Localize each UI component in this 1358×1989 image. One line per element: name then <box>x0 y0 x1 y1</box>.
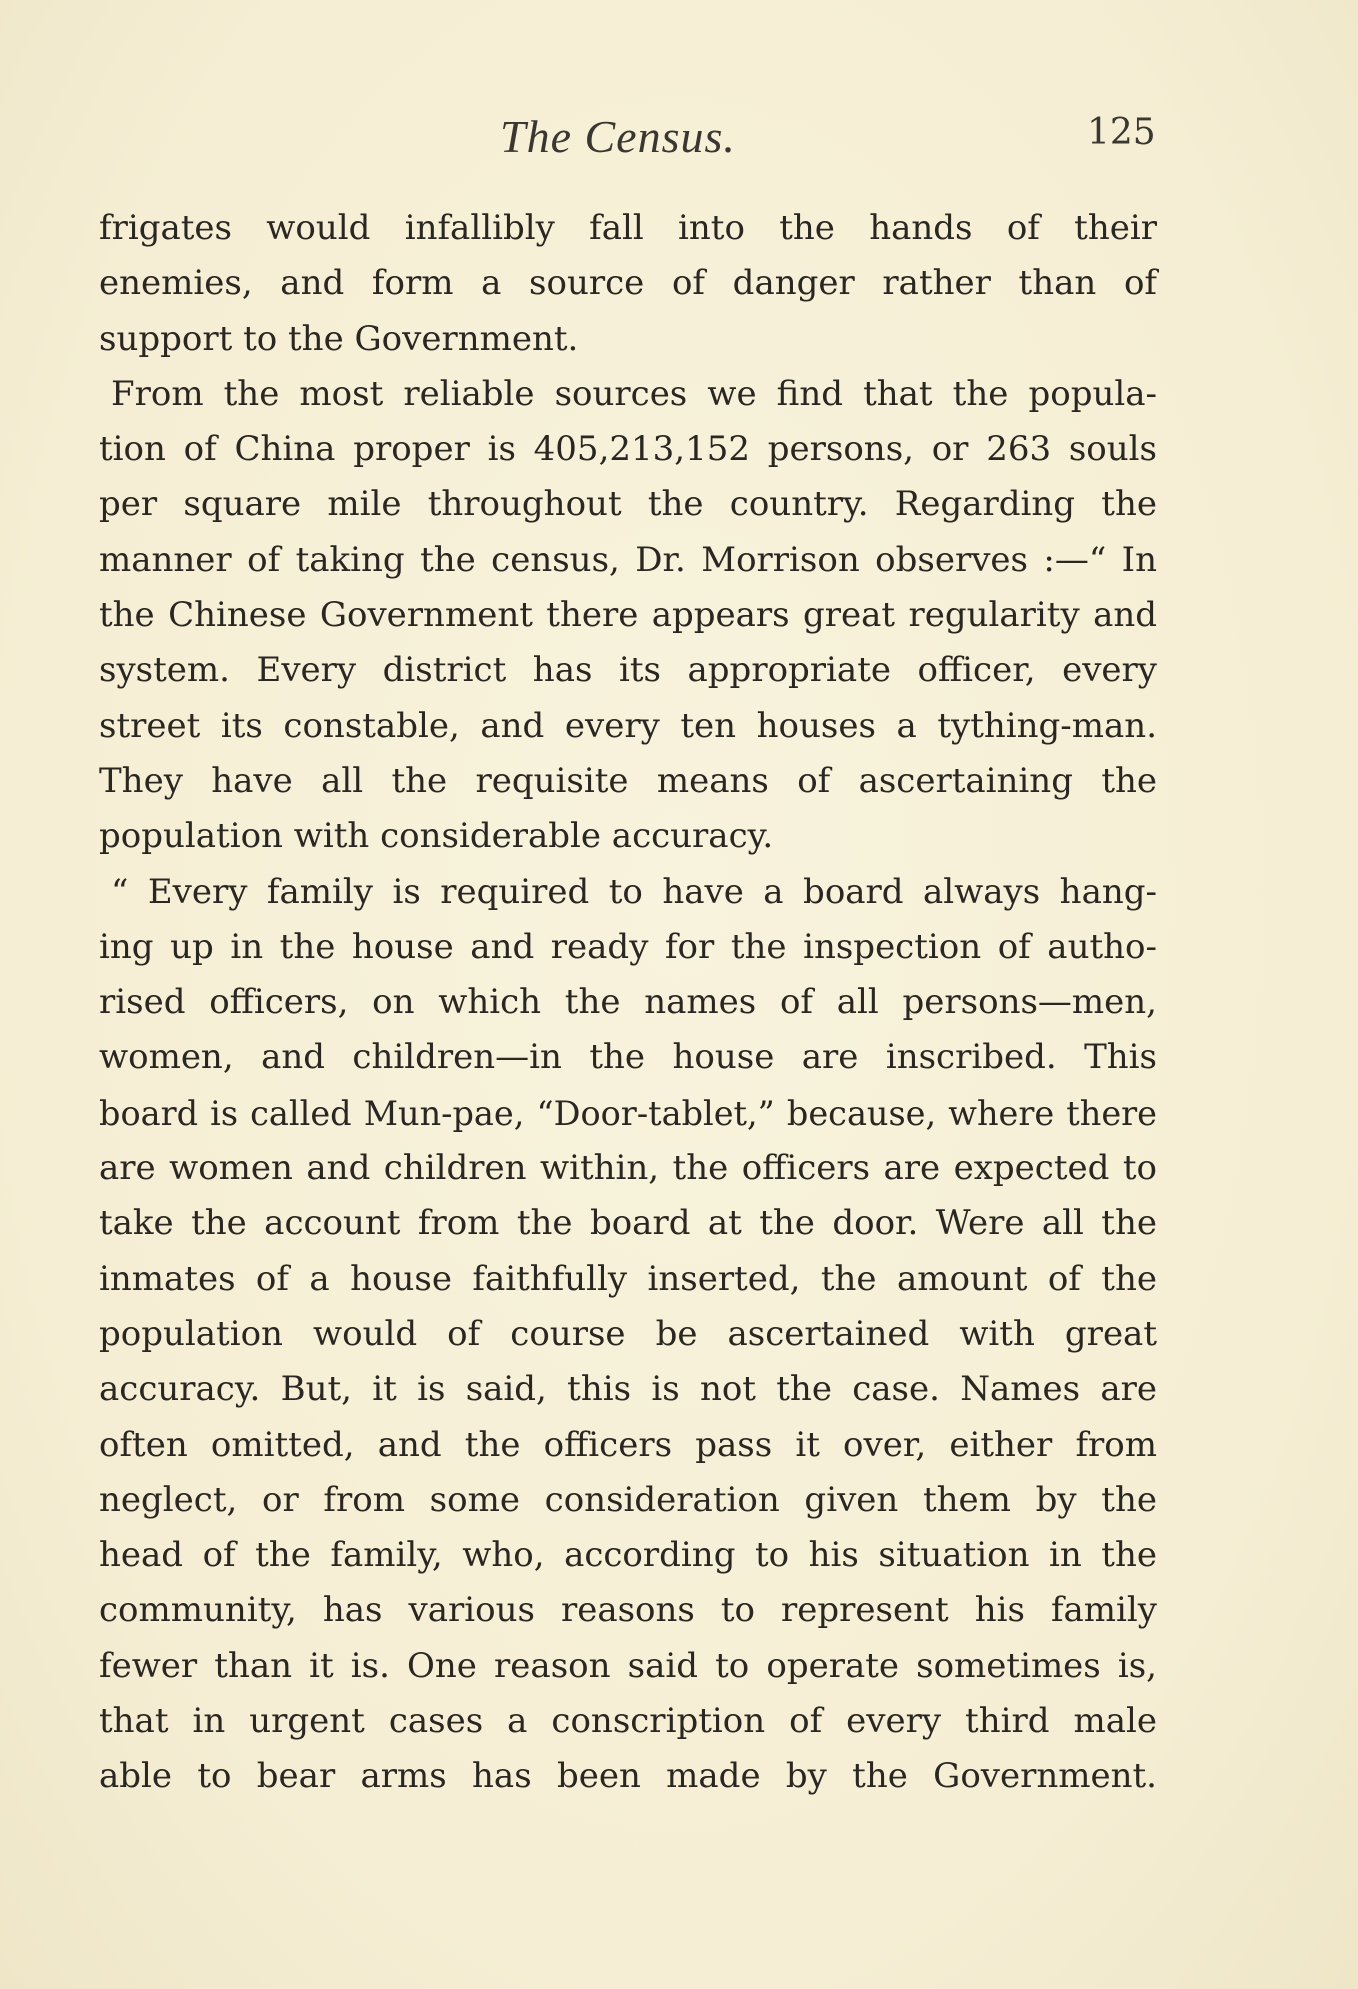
running-title: The Census. <box>500 111 736 162</box>
text-line: community, has various reasons to represent his family <box>99 1590 1157 1631</box>
text-line: street its constable, and every ten houses a tything-man. <box>99 705 1157 746</box>
text-line: They have all the requisite means of ascertaining the <box>99 760 1157 801</box>
text-line: the Chinese Government there appears great regularity and <box>99 595 1157 636</box>
text-line: board is called Mun-pae, “Door-tablet,” because, where there <box>99 1093 1157 1133</box>
text-line: rised officers, on which the names of all persons—men, <box>99 982 1157 1023</box>
text-line: take the account from the board at the door. Were all the <box>99 1203 1157 1244</box>
text-line: enemies, and form a source of danger rather than of <box>99 263 1157 304</box>
text-line: women, and children—in the house are inscribed. This <box>99 1037 1157 1078</box>
text-line: able to bear arms has been made by the Government. <box>99 1756 1157 1797</box>
text-line: are women and children within, the officers are expected to <box>99 1148 1157 1189</box>
text-line: “ Every family is required to have a board always hang- <box>111 871 1157 912</box>
text-line: support to the Government. <box>99 318 579 359</box>
text-line: neglect, or from some consideration given them by the <box>99 1479 1157 1520</box>
text-line: often omitted, and the officers pass it over, either from <box>99 1424 1157 1465</box>
body-text <box>99 201 1157 1805</box>
text-line: population would of course be ascertained with great <box>99 1313 1157 1354</box>
page-number: 125 <box>1087 112 1156 153</box>
text-line: tion of China proper is 405,213,152 persons, or 263 souls <box>99 429 1157 470</box>
running-head <box>0 110 1358 170</box>
text-line: accuracy. But, it is said, this is not the case. Names are <box>99 1369 1157 1410</box>
text-line: that in urgent cases a conscription of every third male <box>99 1701 1157 1742</box>
text-line: per square mile throughout the country. Regarding the <box>99 484 1157 525</box>
text-line: frigates would infallibly fall into the hands of their <box>99 208 1157 248</box>
text-line: fewer than it is. One reason said to operate sometimes is, <box>99 1645 1157 1686</box>
text-line: inmates of a house faithfully inserted, the amount of the <box>99 1258 1157 1299</box>
text-line: manner of taking the census, Dr. Morrison observes :—“ In <box>99 539 1157 580</box>
text-line: ing up in the house and ready for the inspection of autho- <box>99 926 1157 967</box>
text-line: head of the family, who, according to his situation in the <box>99 1535 1157 1576</box>
text-line: system. Every district has its appropriate officer, every <box>99 650 1157 691</box>
text-line: From the most reliable sources we find that the popula- <box>111 373 1157 414</box>
text-line: population with considerable accuracy. <box>99 816 774 857</box>
